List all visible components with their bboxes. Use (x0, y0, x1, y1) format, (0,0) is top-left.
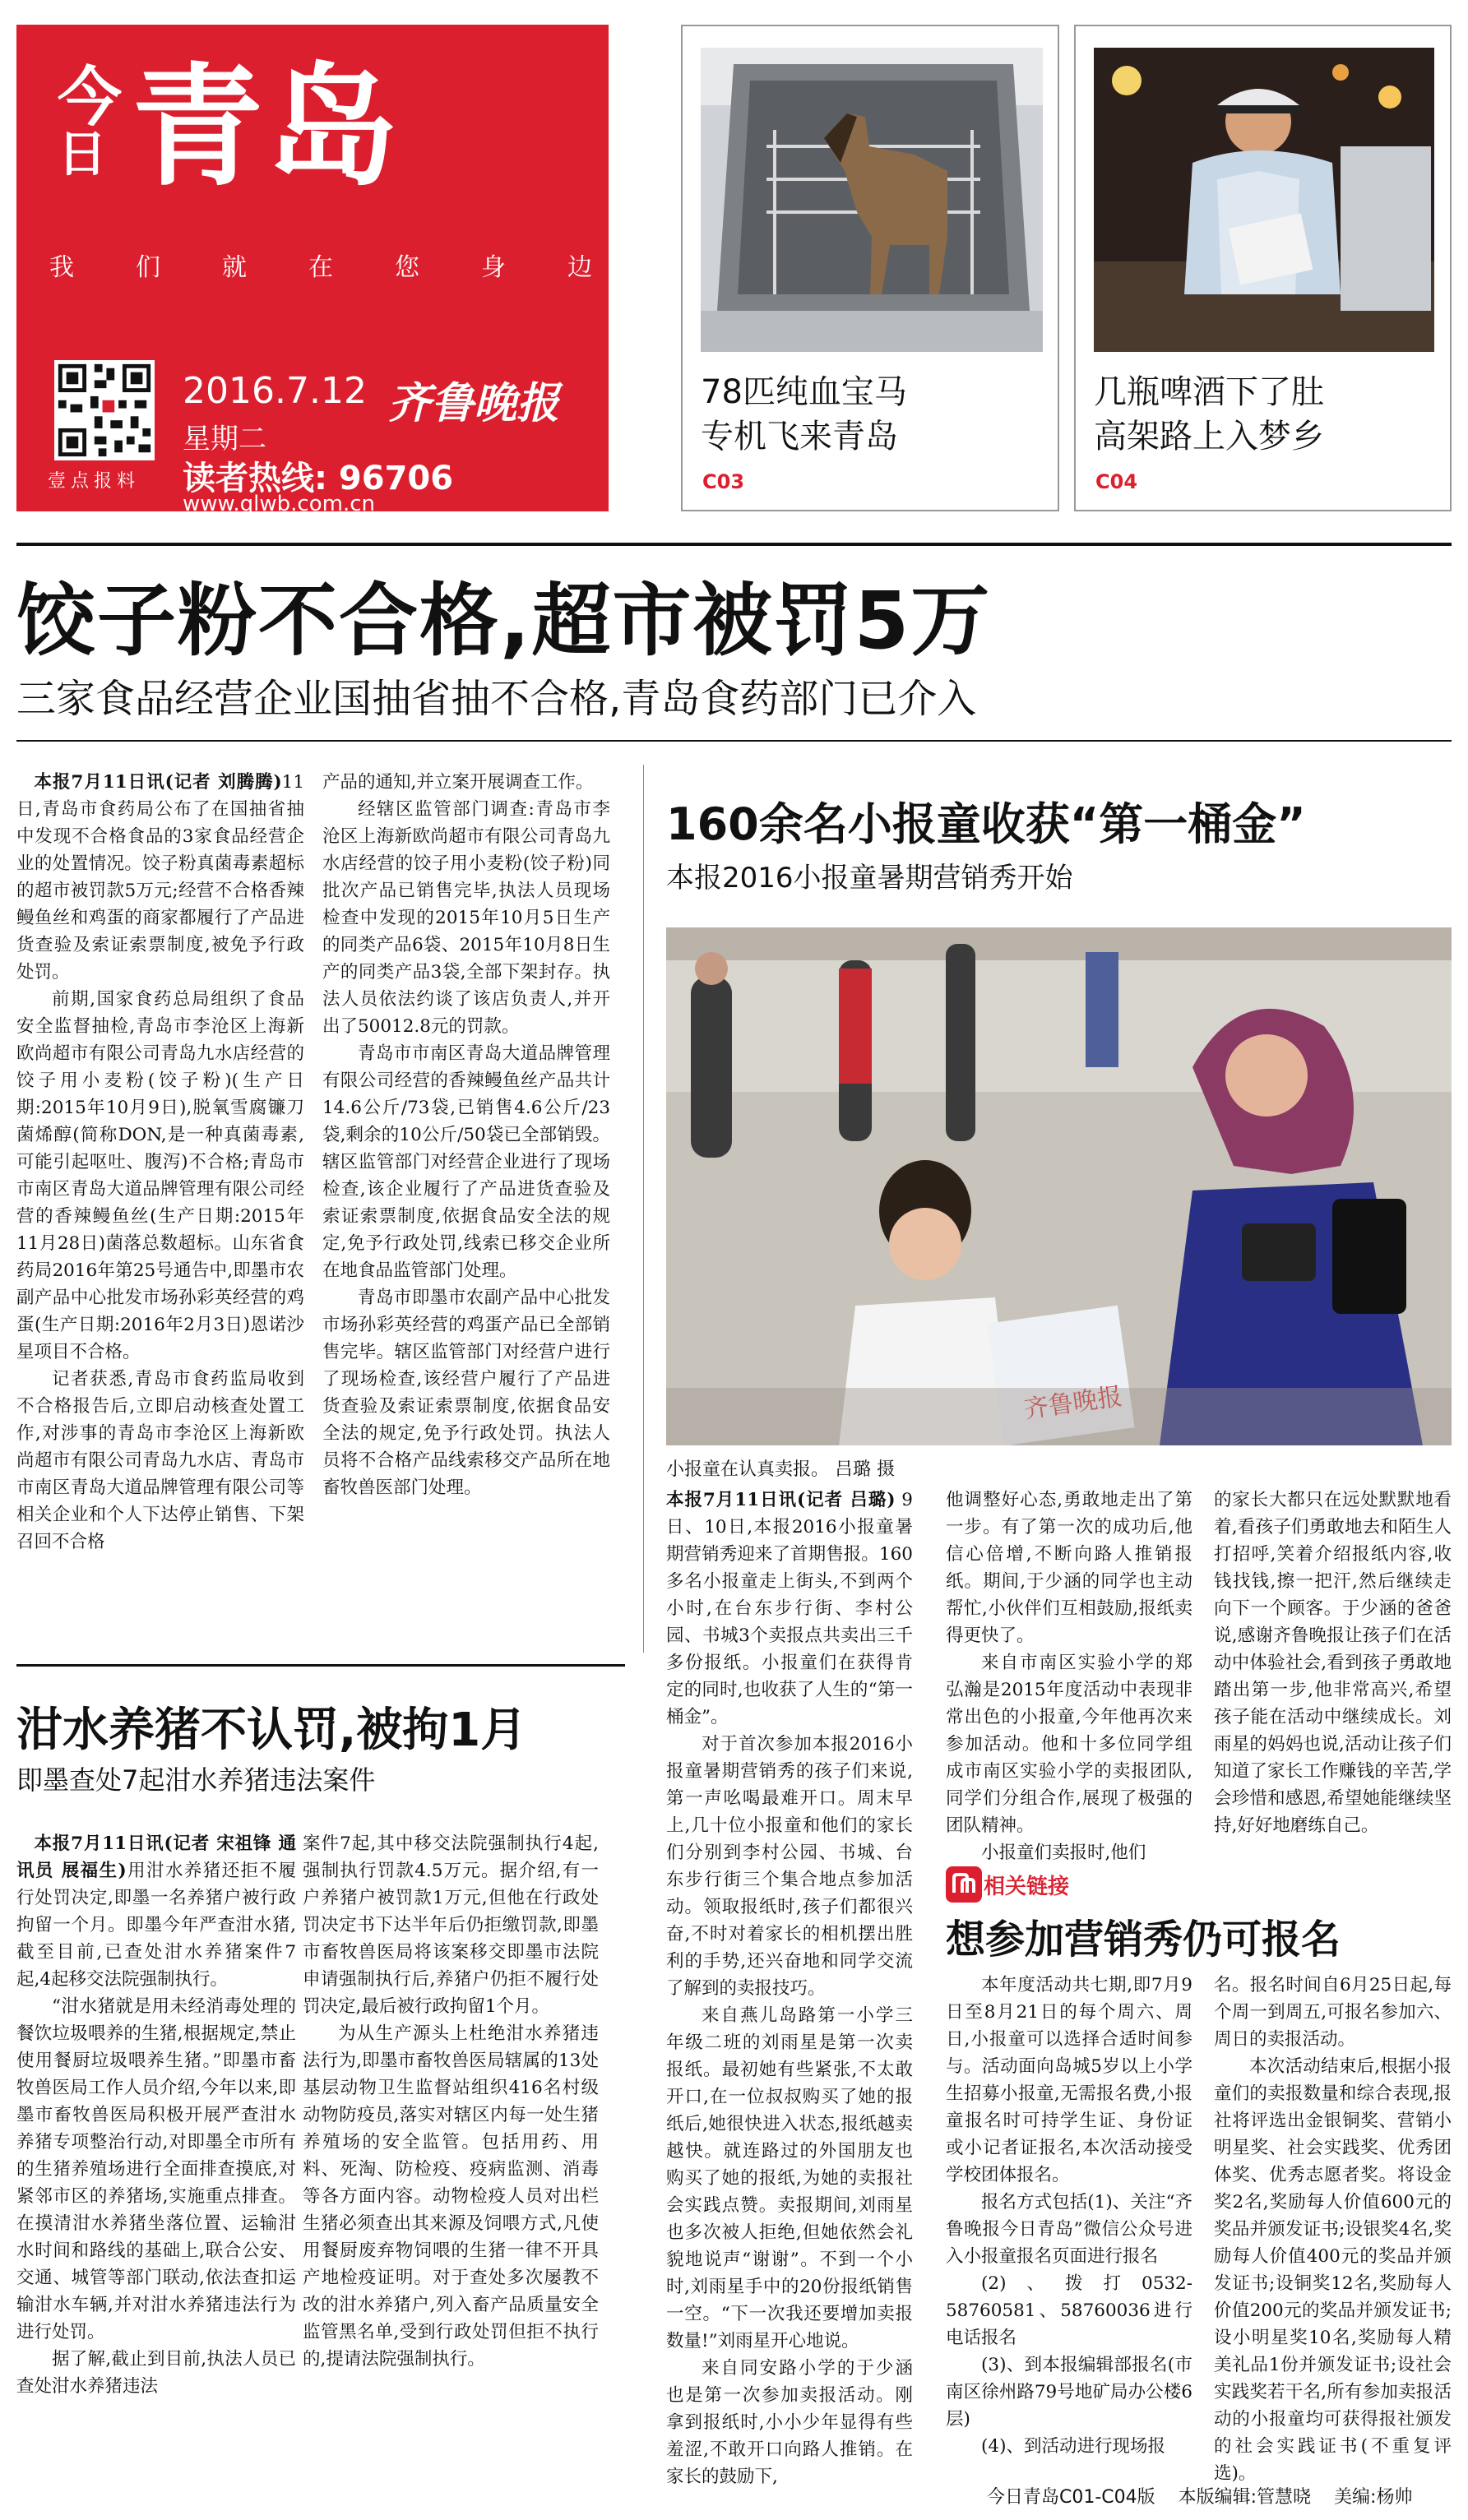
newsboy-paragraph: 对于首次参加本报2016小报童暑期营销秀的孩子们来说,第一声吆喝最难开口。周末早上,几十位小报童和他们的家长们分别到李村公园、书城、台东步行街三个集合地点参加活动。领取报纸时,孩子们都很兴奋,不时对着家长的相机摆出胜利的手势,还兴奋地和同学交流了解到的卖报技巧。 (666, 1734, 913, 1999)
column-divider (643, 765, 644, 1653)
related-link-icon (946, 1866, 982, 1903)
related-paragraph: 本年度活动共七期,即7月9日至8月21日的每个周六、周日,小报童可以选择合适时间参与。活动面向岛城5岁以上小学生招募小报童,无需报名费,小报童报名时可持学生证、身份证或小记者证报名,本次活动接受学校团体报名。 (946, 1975, 1192, 2185)
lead-paragraph: 11日,青岛市食药局公布了在国抽省抽中发现不合格食品的3家食品经营企业的处置情况。饺子粉真菌毒素超标的超市被罚款5万元;经营不合格香辣鳗鱼丝和鸡蛋的商家都履行了产品进货查验及索证索票制度,被免予行政处罚。 (16, 772, 304, 983)
qr-code-icon[interactable] (54, 360, 155, 460)
newsboy-column-3 (1214, 1487, 1452, 1839)
slogan-char: 们 (136, 253, 160, 282)
pig-headline: 泔水养猪不认罚,被拘1月 (16, 1704, 527, 1757)
newsboy-byline: 本报7月11日讯(记者 吕璐) (666, 1490, 896, 1510)
slogan-char: 边 (567, 253, 592, 282)
lead-rule (16, 740, 1452, 742)
slogan-char: 在 (308, 253, 333, 282)
slogan-char: 就 (222, 253, 247, 282)
teaser-page-ref[interactable]: C04 (1095, 470, 1138, 493)
newsboy-paragraph: 来自市南区实验小学的郑弘瀚是2015年度活动中表现非常出色的小报童,今年他再次来参加活动。他和十多位同学组成市南区实验小学的卖报团队,同学们分组合作,展现了极强的团队精神。 (946, 1653, 1192, 1836)
lead-paragraph: 青岛市即墨市农副产品中心批发市场孙彩英经营的鸡蛋产品已全部销售完毕。辖区监管部门对经营户进行了现场检查,该经营户履行了产品进货查验及索证索票制度,依据食品安全法的规定,免予行政处罚。执法人员将不合格产品线索移交产品所在地畜牧兽医部门处理。 (322, 1288, 610, 1498)
related-paragraph: 名。报名时间自6月25日起,每个周一到周五,可报名参加六、周日的卖报活动。 (1214, 1975, 1452, 2050)
pig-byline: 本报7月11日讯(记者 宋祖锋 通讯员 展福生) (16, 1833, 296, 1881)
section-rule (16, 1664, 625, 1667)
lead-paragraph: 经辖区监管部门调查:青岛市李沧区上海新欧尚超市有限公司青岛九水店经营的饺子用小麦粉(饺子粉)同批次产品已销售完毕,执法人员现场检查中发现的2015年10月5日生产的同类产品6袋、2015年10月8日生产的同类产品3袋,全部下架封存。执法人员依法约谈了该店负责人,并开出了50012.8元的罚款。 (322, 799, 610, 1037)
police-photo (1094, 48, 1434, 352)
masthead-jin-char: 今 (58, 61, 123, 135)
website-url[interactable]: www.qlwb.com.cn (183, 492, 375, 516)
issue-weekday: 星期二 (183, 423, 266, 455)
newsboy-column-1 (666, 1487, 913, 2490)
lead-paragraph: 青岛市市南区青岛大道品牌管理有限公司经营的香辣鳗鱼丝产品共计14.6公斤/73袋,已销售4.6公斤/23袋,剩余的10公斤/50袋已全部销毁。辖区监管部门对经营企业进行了现场检查,该企业履行了产品进货查验及索证索票制度,依据食品安全法的规定,免予行政处罚,线索已移交企业所在地食品监管部门处理。 (322, 1043, 610, 1281)
pig-subheadline: 即墨查处7起泔水养猪违法案件 (16, 1764, 376, 1796)
qr-code-label: 壹点报料 (48, 471, 141, 492)
newsboy-paragraph: 小报童们卖报时,他们 (981, 1843, 1146, 1863)
lead-subheadline: 三家食品经营企业国抽省抽不合格,青岛食药部门已介入 (16, 676, 977, 722)
pig-paragraph: 案件7起,其中移交法院强制执行4起,强制执行罚款4.5万元。据介绍,有一户养猪户被罚款1万元,但他在行政处罚决定书下达半年后仍拒缴罚款,即墨市畜牧兽医局将该案移交即墨市法院申请强制执行后,养猪户仍拒不履行处罚决定,最后被行政拘留1个月。 (303, 1833, 599, 2017)
related-column-2 (1214, 1972, 1452, 2487)
teaser-headline (1094, 370, 1324, 459)
pig-paragraph: 据了解,截止到目前,执法人员已查处泔水养猪违法 (16, 2349, 296, 2397)
masthead-title: 青岛 (132, 50, 402, 204)
newsboy-paragraph: 来自同安路小学的于少涵也是第一次参加卖报活动。刚拿到报纸时,小小少年显得有些羞涩,不敢开口向路人推销。在家长的鼓励下, (666, 2358, 913, 2487)
teaser-headline-line: 几瓶啤酒下了肚 (1094, 373, 1324, 411)
issue-date: 2016.7.12 (183, 370, 367, 412)
newsboy-column-2 (946, 1487, 1192, 1866)
footer-section: 今日青岛C01-C04版 (987, 2487, 1155, 2508)
pig-column-1 (16, 1830, 296, 2400)
masthead-slogan (49, 247, 592, 283)
page-footer (987, 2483, 1412, 2508)
lead-paragraph: 记者获悉,青岛市食药监局收到不合格报告后,立即启动核查处置工作,对涉事的青岛市李沧区上海新欧尚超市有限公司青岛九水店、青岛市市南区青岛大道品牌管理有限公司等相关企业和个人下达停止销售、下架召回不合格 (16, 1369, 304, 1552)
newsboy-paragraph: 的家长大都只在远处默默地看着,看孩子们勇敢地去和陌生人打招呼,笑着介绍报纸内容,收钱找钱,擦一把汗,然后继续走向下一个顾客。于少涵的爸爸说,感谢齐鲁晚报让孩子们在活动中体验社会,看到孩子勇敢地踏出第一步,他非常高兴,希望孩子能在活动中继续成长。刘雨星的妈妈也说,活动让孩子们知道了家长工作赚钱的辛苦,学会珍惜和感恩,希望她能继续坚持,好好地磨练自己。 (1214, 1490, 1452, 1836)
related-paragraph: (2)、拨打0532-58760581、58760036进行电话报名 (946, 2273, 1192, 2348)
teaser-headline-line: 专机飞来青岛 (701, 418, 898, 455)
lead-byline: 本报7月11日讯(记者 刘腾腾) (34, 772, 282, 793)
newsboy-subheadline: 本报2016小报童暑期营销秀开始 (666, 862, 1073, 895)
related-paragraph: 报名方式包括(1)、关注“齐鲁晚报今日青岛”微信公众号进入小报童报名页面进行报名 (946, 2192, 1192, 2267)
teaser-page-ref[interactable]: C03 (702, 470, 745, 493)
lead-column-1 (16, 769, 304, 1556)
reader-hotline: 读者热线: 96706 (183, 460, 454, 497)
lead-paragraph: 产品的通知,并立案开展调查工作。 (322, 772, 594, 793)
newsboy-photo (666, 927, 1452, 1445)
related-paragraph: 本次活动结束后,根据小报童们的卖报数量和综合表现,报社将评选出金银铜奖、营销小明星奖、社会实践奖、优秀团体奖、优秀志愿者奖。将设金奖2名,奖励每人价值600元的奖品并颁发证书;设银奖4名,奖励每人价值400元的奖品并颁发证书;设铜奖12名,奖励每人价值200元的奖品并颁发证书;设小明星奖10名,奖励每人精美礼品1份并颁发证书;设社会实践奖若干名,所有参加卖报活动的小报童均可获得报社颁发的社会实践证书(不重复评选)。 (1214, 2056, 1452, 2484)
lead-paragraph: 前期,国家食药总局组织了食品安全监督抽检,青岛市李沧区上海新欧尚超市有限公司青岛九水店经营的饺子用小麦粉(饺子粉)(生产日期:2015年10月9日),脱氧雪腐镰刀菌烯醇(简称DON,是一种真菌毒素,可能引起呕吐、腹泻)不合格;青岛市市南区青岛大道品牌管理有限公司经营的香辣鳗鱼丝(生产日期:2015年11月28日)菌落总数超标。山东省食药局2016年第25号通告中,即墨市农副产品中心批发市场孙彩英经营的鸡蛋(生产日期:2016年2月3日)恩诺沙星项目不合格。 (16, 989, 304, 1362)
svg-text:齐鲁晚报: 齐鲁晚报 (1021, 1382, 1124, 1425)
pig-paragraph: 为从生产源头上杜绝泔水养猪违法行为,即墨市畜牧兽医局辖属的13处基层动物卫生监督站组织416名村级动物防疫员,落实对辖区内每一处生猪养殖场的安全监管。包括用药、用料、死淘、防检疫、疫病监测、消毒等各方面内容。动物检疫人员对出栏生猪必须查出其来源及饲喂方式,凡使用餐厨废弃物饲喂的生猪一律不开具产地检疫证明。对于查处多次屡教不改的泔水养猪户,列入畜产品质量安全监管黑名单,受到行政处罚但拒不执行的,提请法院强制执行。 (303, 2023, 599, 2370)
slogan-char: 身 (481, 253, 506, 282)
related-paragraph: (4)、到活动进行现场报 (981, 2436, 1165, 2457)
paper-brand: 齐鲁晚报 (388, 378, 560, 428)
masthead-ri-char: 日 (58, 126, 107, 183)
footer-editor: 本版编辑:管慧晓 (1178, 2487, 1312, 2508)
newsboy-headline: 160余名小报童收获“第一桶金” (666, 798, 1306, 850)
lead-column-2 (322, 769, 610, 1501)
newsboy-paragraph: 来自燕儿岛路第一小学三年级二班的刘雨星是第一次卖报纸。最初她有些紧张,不太敢开口,在一位叔叔购买了她的报纸后,她很快进入状态,报纸越卖越快。就连路过的外国朋友也购买了她的报纸,为她的卖报社会实践点赞。卖报期间,刘雨星也多次被人拒绝,但她依然会礼貌地说声“谢谢”。不到一个小时,刘雨星手中的20份报纸销售一空。“下一次我还要增加卖报数量!”刘雨星开心地说。 (666, 2005, 913, 2351)
related-paragraph: (3)、到本报编辑部报名(市南区徐州路79号地矿局办公楼6层) (946, 2355, 1192, 2430)
newsboy-paragraph: 他调整好心态,勇敢地走出了第一步。有了第一次的成功后,他信心倍增,不断向路人推销报纸。期间,于少涵的同学也主动帮忙,小伙伴们互相鼓励,报纸卖得更快了。 (946, 1490, 1192, 1646)
horse-photo (701, 48, 1043, 352)
teaser-headline-line: 78匹纯血宝马 (701, 373, 907, 411)
teaser-horses[interactable] (681, 25, 1059, 511)
masthead (16, 25, 609, 516)
related-link-label: 相关链接 (984, 1875, 1070, 1899)
photo-caption: 小报童在认真卖报。 吕璐 摄 (666, 1459, 895, 1480)
newsboy-paragraph: 9日、10日,本报2016小报童暑期营销秀迎来了首期售报。160多名小报童走上街头,不到两个小时,在台东步行街、李村公园、书城3个卖报点共卖出三千多份报纸。小报童们在获得肯定的同时,也收获了人生的“第一桶金”。 (666, 1490, 913, 1727)
lead-headline: 饺子粉不合格,超市被罚5万 (16, 575, 992, 667)
related-column-1 (946, 1972, 1192, 2460)
pig-paragraph: “泔水猪就是用未经消毒处理的餐饮垃圾喂养的生猪,根据规定,禁止使用餐厨垃圾喂养生猪。”即墨市畜牧兽医局工作人员介绍,今年以来,即墨市畜牧兽医局积极开展严查泔水养猪专项整治行动,对即墨全市所有的生猪养殖场进行全面排查摸底,对紧邻市区的养猪场,实施重点排查。在摸清泔水养猪坐落位置、运输泔水时间和路线的基础上,联合公安、交通、城管等部门联动,依法查扣运输泔水车辆,并对泔水养猪违法行为进行处罚。 (16, 1996, 296, 2342)
related-headline: 想参加营销秀仍可报名 (946, 1917, 1341, 1963)
pig-paragraph: 用泔水养猪还拒不履行处罚决定,即墨一名养猪户被行政拘留一个月。即墨今年严查泔水猪,截至目前,已查处泔水养猪案件7起,4起移交法院强制执行。 (16, 1861, 296, 1990)
footer-designer: 美编:杨帅 (1334, 2487, 1413, 2508)
teaser-headline (701, 370, 907, 459)
top-rule (16, 543, 1452, 546)
slogan-char: 我 (49, 253, 74, 282)
slogan-char: 您 (395, 253, 419, 282)
pig-column-2 (303, 1830, 599, 2373)
teaser-headline-line: 高架路上入梦乡 (1094, 418, 1324, 455)
teaser-beer[interactable] (1074, 25, 1452, 511)
